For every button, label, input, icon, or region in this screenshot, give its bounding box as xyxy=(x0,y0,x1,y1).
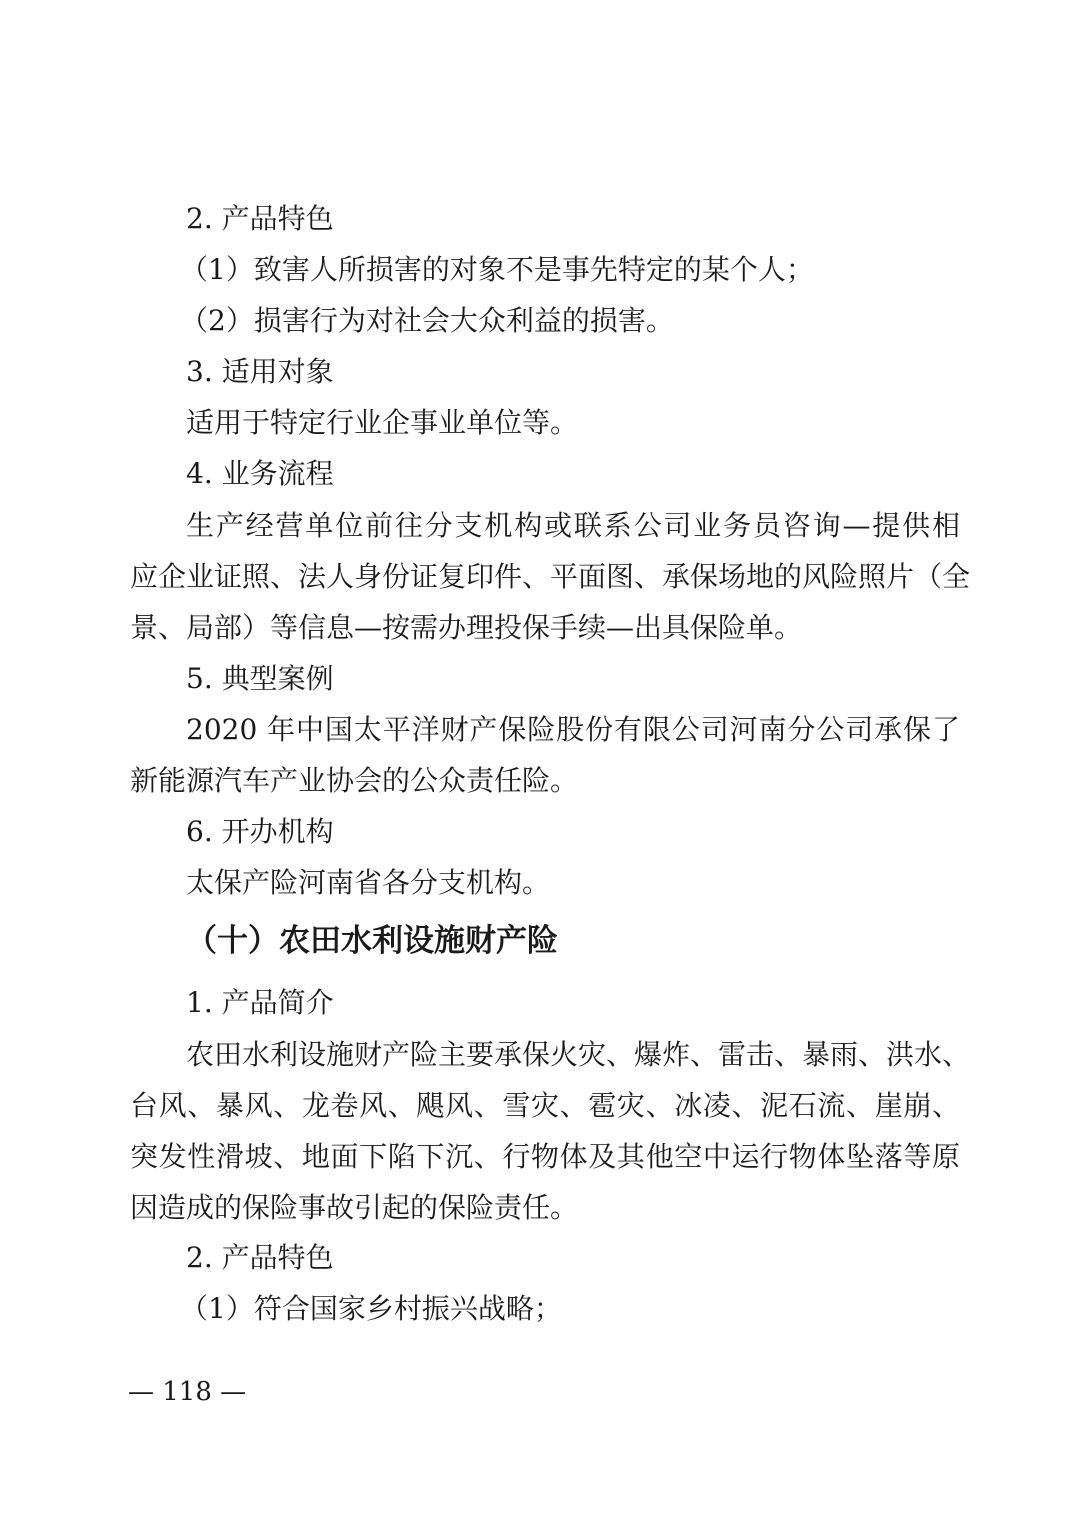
s10-p2-item-1: （1）符合国家乡村振兴战略； xyxy=(180,1292,562,1325)
section-10-heading: （十）农田水利设施财产险 xyxy=(186,923,558,959)
s3-body: 适用于特定行业企事业单位等。 xyxy=(186,406,579,439)
s3-title: 3. 适用对象 xyxy=(186,355,334,388)
s10-p1-line: 台风、暴风、龙卷风、飓风、雪灾、雹灾、冰凌、泥石流、崖崩、 xyxy=(130,1089,960,1122)
s4-body-line: 应企业证照、法人身份证复印件、平面图、承保场地的风险照片（全 xyxy=(130,560,971,593)
s10-p1-line: 因造成的保险事故引起的保险责任。 xyxy=(130,1191,579,1224)
s5-title: 5. 典型案例 xyxy=(186,662,334,695)
s10-p1-line: 突发性滑坡、地面下陷下沉、行物体及其他空中运行物体坠落等原 xyxy=(130,1140,960,1173)
s10-p2-title: 2. 产品特色 xyxy=(186,1241,334,1274)
s6-title: 6. 开办机构 xyxy=(186,815,334,848)
s4-body-line: 生产经营单位前往分支机构或联系公司业务员咨询—提供相 xyxy=(186,509,960,542)
s5-body-line: 新能源汽车产业协会的公众责任险。 xyxy=(130,764,579,797)
s5-body-line: 2020 年中国太平洋财产保险股份有限公司河南分公司承保了 xyxy=(186,713,960,746)
s4-title: 4. 业务流程 xyxy=(186,457,334,490)
s10-p1-title: 1. 产品简介 xyxy=(186,986,334,1019)
s10-p1-line: 农田水利设施财产险主要承保火灾、爆炸、雷击、暴雨、洪水、 xyxy=(186,1038,971,1071)
s2-item-1: （1）致害人所损害的对象不是事先特定的某个人； xyxy=(180,253,814,286)
s4-body-line: 景、局部）等信息—按需办理投保手续—出具保险单。 xyxy=(130,611,803,644)
s2-item-2: （2）损害行为对社会大众利益的损害。 xyxy=(180,304,674,337)
s6-body: 太保产险河南省各分支机构。 xyxy=(186,866,551,899)
s2-title: 2. 产品特色 xyxy=(186,202,334,235)
page-number: — 118 — xyxy=(128,1377,247,1407)
